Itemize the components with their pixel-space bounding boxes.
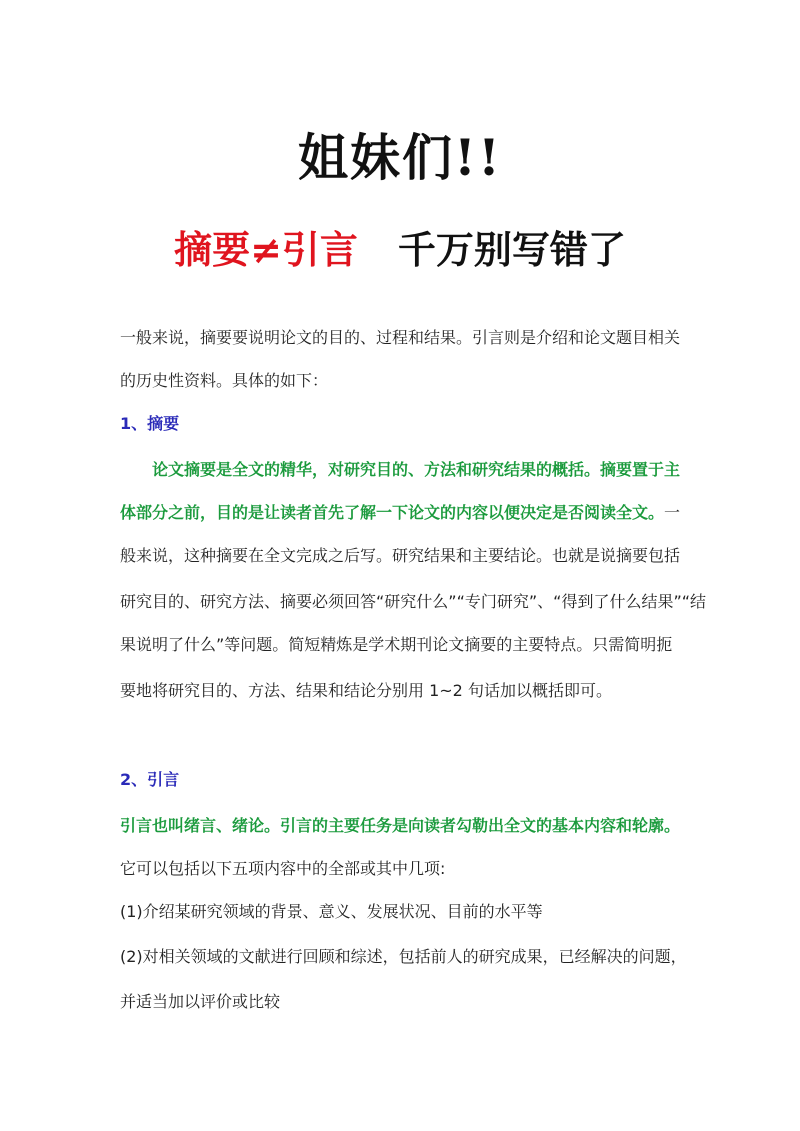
- introduction-line: 并适当加以评价或比较: [120, 992, 281, 1011]
- abstract-line: 研究目的、研究方法、摘要必须回答“研究什么”“专门研究”、“得到了什么结果”“结: [120, 592, 707, 611]
- abstract-line: 果说明了什么”等问题。简短精炼是学术期刊论文摘要的主要特点。只需简明扼: [120, 635, 673, 654]
- introduction-line: (2)对相关领域的文献进行回顾和综述，包括前人的研究成果，已经解决的问题，: [120, 947, 687, 966]
- abstract-line: [120, 491, 690, 534]
- abstract-highlight-line: 体部分之前，目的是让读者首先了解一下论文的内容以便决定是否阅读全文。: [120, 503, 665, 522]
- intro-line: 的历史性资料。具体的如下：: [120, 371, 329, 390]
- intro-line: 一般来说，摘要要说明论文的目的、过程和结果。引言则是介绍和论文题目相关: [120, 328, 681, 347]
- page-subtitle: [0, 225, 800, 275]
- section-heading-introduction: 2、引言: [120, 770, 180, 789]
- subtitle-black-part: 千万别写错了: [397, 227, 626, 272]
- page-title: 姐妹们!!: [298, 128, 502, 187]
- introduction-line: (1)介绍某研究领域的背景、意义、发展状况、目前的水平等: [120, 902, 543, 921]
- introduction-highlight-line: 引言也叫绪言、绪论。引言的主要任务是向读者勾勒出全文的基本内容和轮廓。: [120, 816, 681, 835]
- abstract-line: 般来说，这种摘要在全文完成之后写。研究结果和主要结论。也就是说摘要包括: [120, 546, 681, 565]
- subtitle-red-part: 摘要≠引言: [174, 227, 358, 272]
- abstract-line-tail: 一: [664, 503, 681, 522]
- section-heading-abstract: 1、摘要: [120, 414, 180, 433]
- abstract-highlight-line: 论文摘要是全文的精华，对研究目的、方法和研究结果的概括。摘要置于主: [152, 460, 681, 479]
- abstract-line: 要地将研究目的、方法、结果和结论分别用 1~2 句话加以概括即可。: [120, 681, 612, 700]
- introduction-line: 它可以包括以下五项内容中的全部或其中几项:: [120, 859, 446, 878]
